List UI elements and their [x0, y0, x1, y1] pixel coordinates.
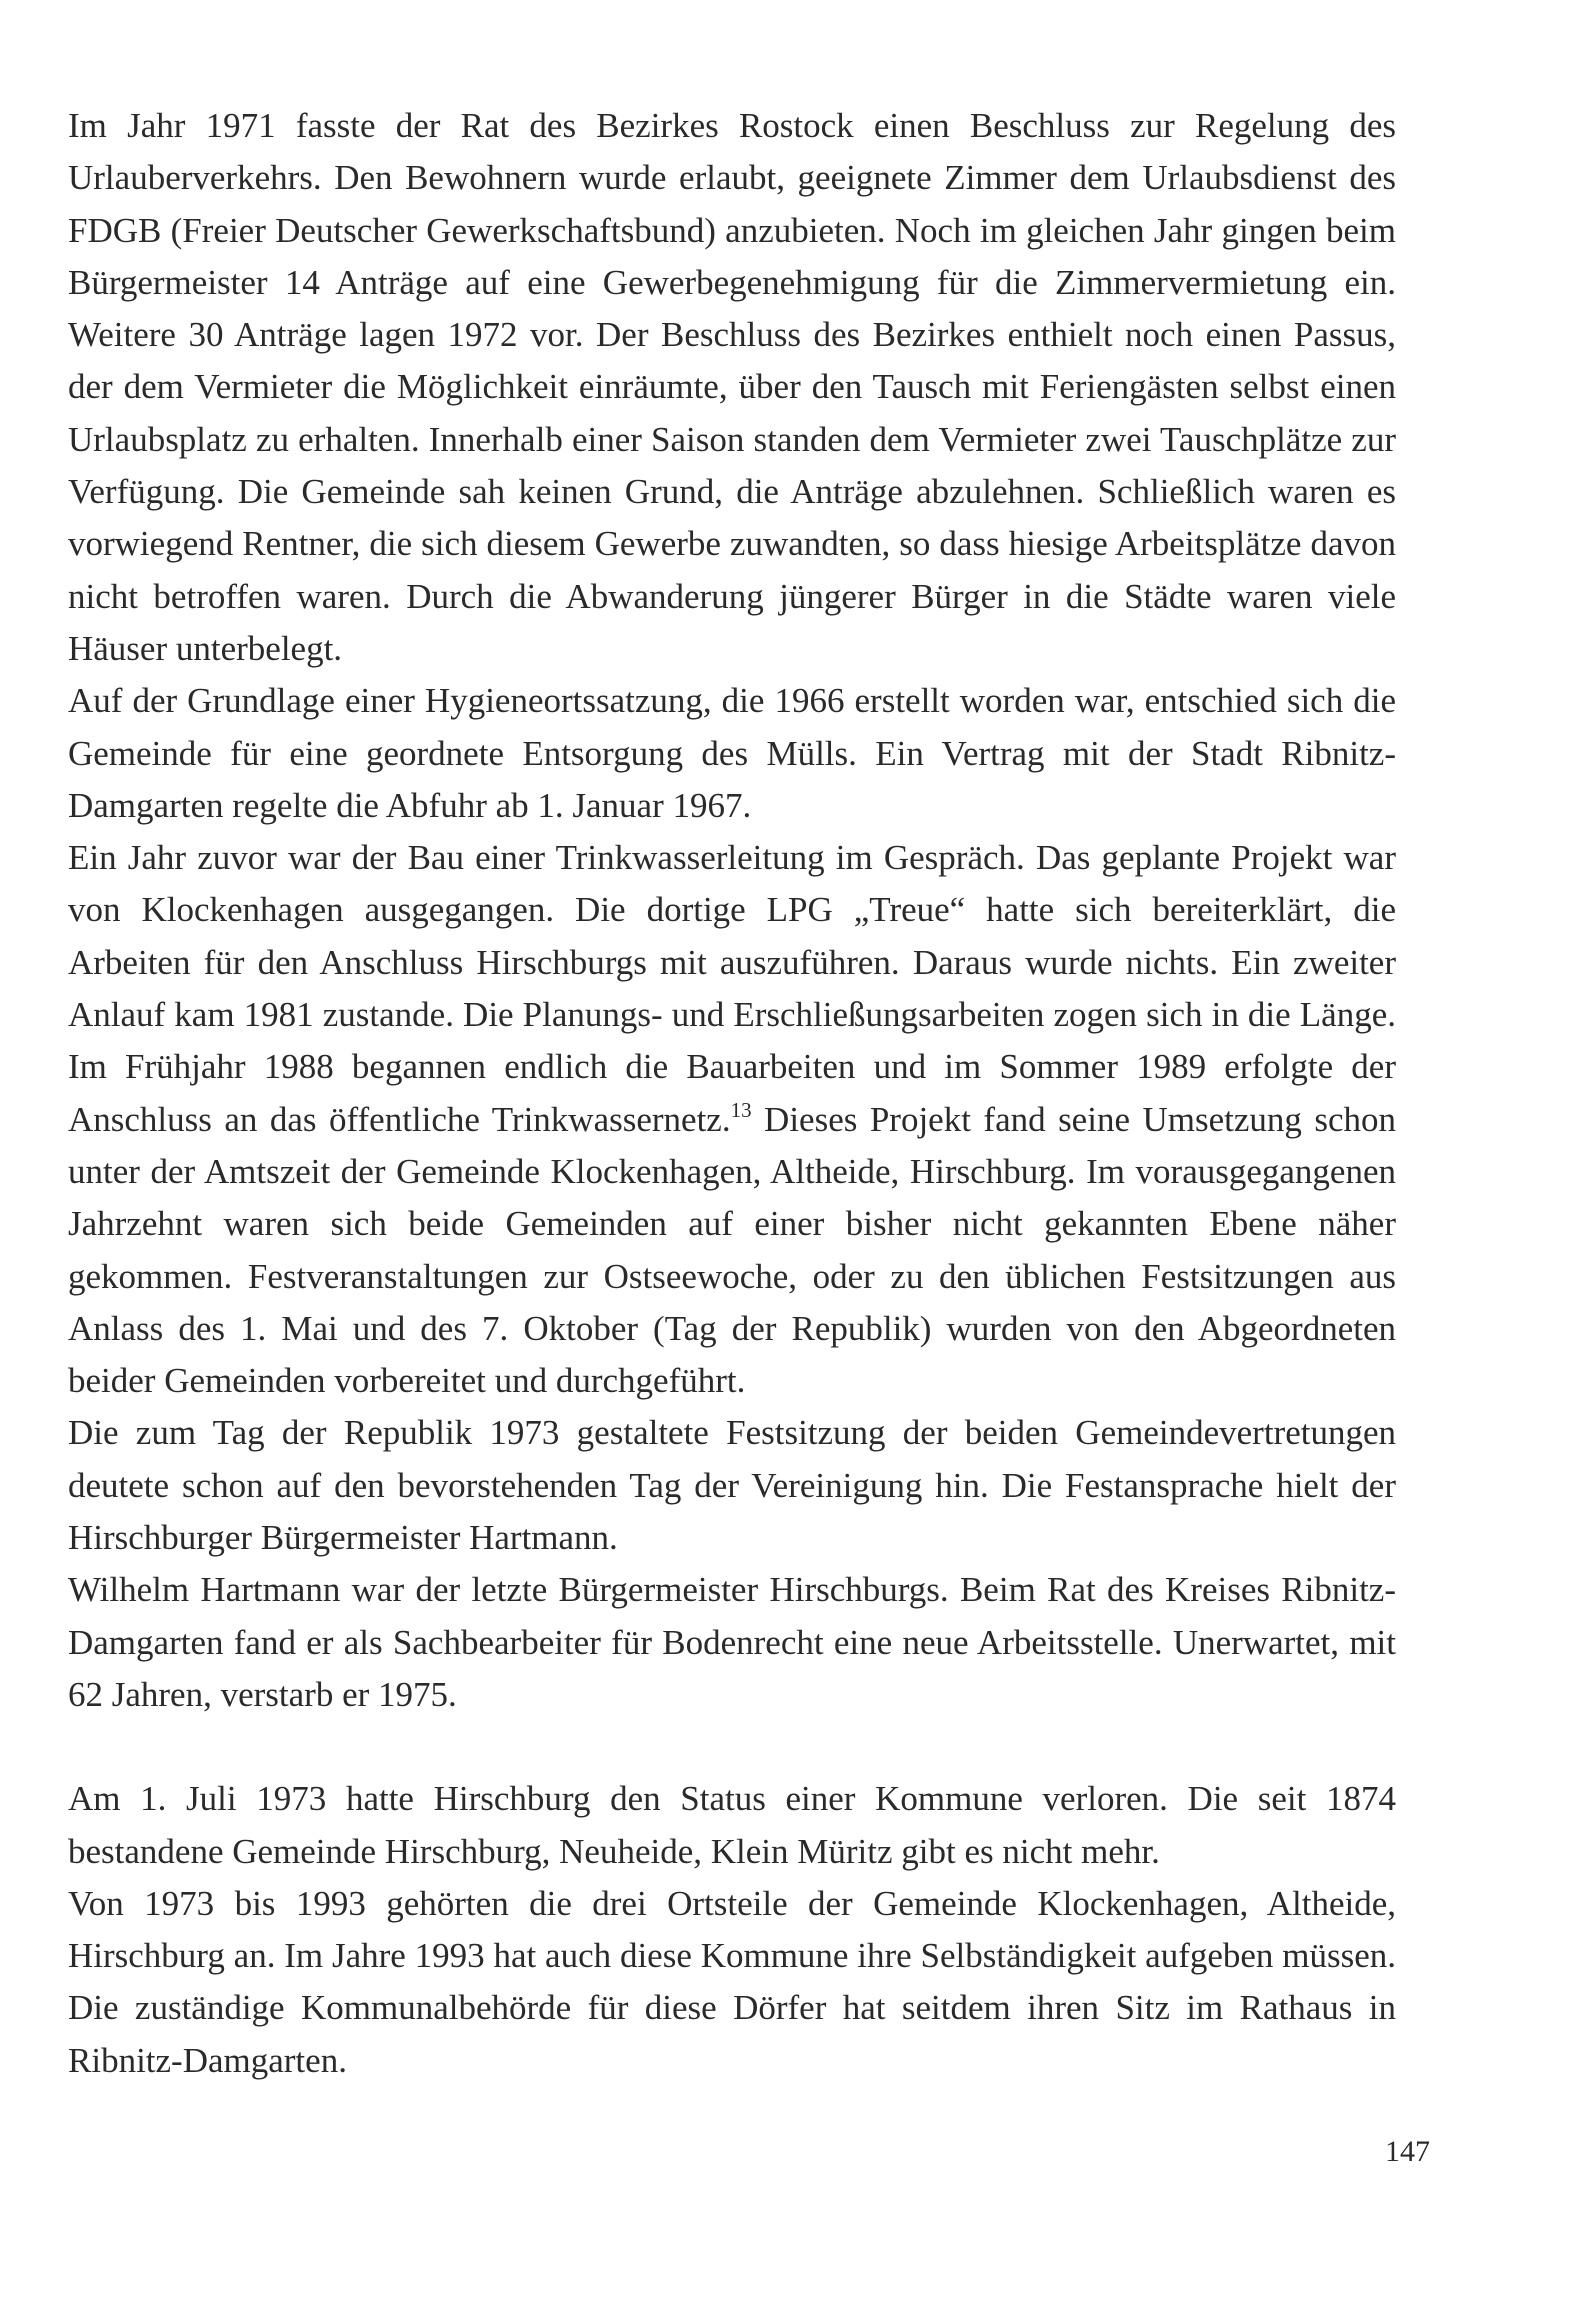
paragraph-water-supply-text: Ein Jahr zuvor war der Bau einer Trinkwasserleitung im Gespräch. Das geplante Projekt war von Klockenhagen ausgegangen. Die dortige LPG „Treue“ hatte sich bereiterklärt, die Arbeiten für den Anschluss Hirschburgs mit auszuführen. Daraus wurde nichts. Ein zweiter Anlauf kam 1981 zustande. Die Planungs- und Erschließungsarbeiten zogen sich in die Länge. Im Frühjahr 1988 begannen endlich die Bauarbeiten und im Sommer 1989 erfolgte der Anschluss an das öffentliche Trinkwassernetz.	[68, 838, 1396, 1139]
paragraph-status-loss: Am 1. Juli 1973 hatte Hirschburg den Status einer Kommune verloren. Die seit 1874 bestandene Gemeinde Hirschburg, Neuheide, Klein Müritz gibt es nicht mehr.	[68, 1779, 1396, 1871]
paragraph-mayor-hartmann: Wilhelm Hartmann war der letzte Bürgermeister Hirschburgs. Beim Rat des Kreises Ribnitz-Damgarten fand er als Sachbearbeiter für Bodenrecht eine neue Arbeitsstelle. Unerwartet, mit 62 Jahren, verstarb er 1975.	[68, 1570, 1396, 1714]
paragraph-festive-session: Die zum Tag der Republik 1973 gestaltete Festsitzung der beiden Gemeindevertretungen deutete schon auf den bevorstehenden Tag der Vereinigung hin. Die Festansprache hielt der Hirschburger Bürgermeister Hartmann.	[68, 1413, 1396, 1558]
page-number: 147	[1385, 2135, 1430, 2168]
paragraph-tourism: Im Jahr 1971 fasste der Rat des Bezirkes Rostock einen Beschluss zur Regelung des Urlauberverkehrs. Den Bewohnern wurde erlaubt, geeignete Zimmer dem Urlaubsdienst des FDGB (Freier Deutscher Gewerkschaftsbund) anzubieten. Noch im gleichen Jahr gingen beim Bürgermeister 14 Anträge auf eine Gewerbegenehmigung für die Zimmervermietung ein. Weitere 30 Anträge lagen 1972 vor. Der Beschluss des Bezirkes enthielt noch einen Passus, der dem Vermieter die Möglichkeit einräumte, über den Tausch mit Feriengästen selbst einen Urlaubsplatz zu erhalten. Innerhalb einer Saison standen dem Vermieter zwei Tauschplätze zur Verfügung. Die Gemeinde sah keinen Grund, die Anträge abzulehnen. Schließlich waren es vorwiegend Rentner, die sich diesem Gewerbe zuwandten, so dass hiesige Arbeitsplätze davon nicht betroffen waren. Durch die Abwanderung jüngerer Bürger in die Städte waren viele Häuser unterbelegt.	[68, 106, 1396, 668]
paragraph-water-supply	[68, 832, 1396, 1407]
paragraph-municipality-history: Von 1973 bis 1993 gehörten die drei Ortsteile der Gemeinde Klockenhagen, Altheide, Hirschburg an. Im Jahre 1993 hat auch diese Kommune ihre Selbständigkeit aufgeben müssen. Die zuständige Kommunalbehörde für diese Dörfer hat seitdem ihren Sitz im Rathaus in Ribnitz-Damgarten.	[68, 1883, 1396, 2080]
page-body	[68, 100, 1396, 2087]
footnote-reference: 13	[730, 1097, 752, 1122]
paragraph-water-supply-continuation: Dieses Projekt fand seine Umsetzung schon unter der Amtszeit der Gemeinde Klockenhagen, Altheide, Hirschburg. Im vorausgegangenen Jahrzehnt waren sich beide Gemeinden auf einer bisher nicht gekannten Ebene näher gekommen. Festveranstaltungen zur Ostseewoche, oder zu den üblichen Festsitzungen aus Anlass des 1. Mai und des 7. Oktober (Tag der Republik) wurden von den Abgeordneten beider Gemeinden vorbereitet und durchgeführt.	[68, 1099, 1396, 1401]
paragraph-waste-disposal: Auf der Grundlage einer Hygieneortssatzung, die 1966 erstellt worden war, entschied sich die Gemeinde für eine geordnete Entsorgung des Mülls. Ein Vertrag mit der Stadt Ribnitz-Damgarten regelte die Abfuhr ab 1. Januar 1967.	[68, 681, 1396, 825]
